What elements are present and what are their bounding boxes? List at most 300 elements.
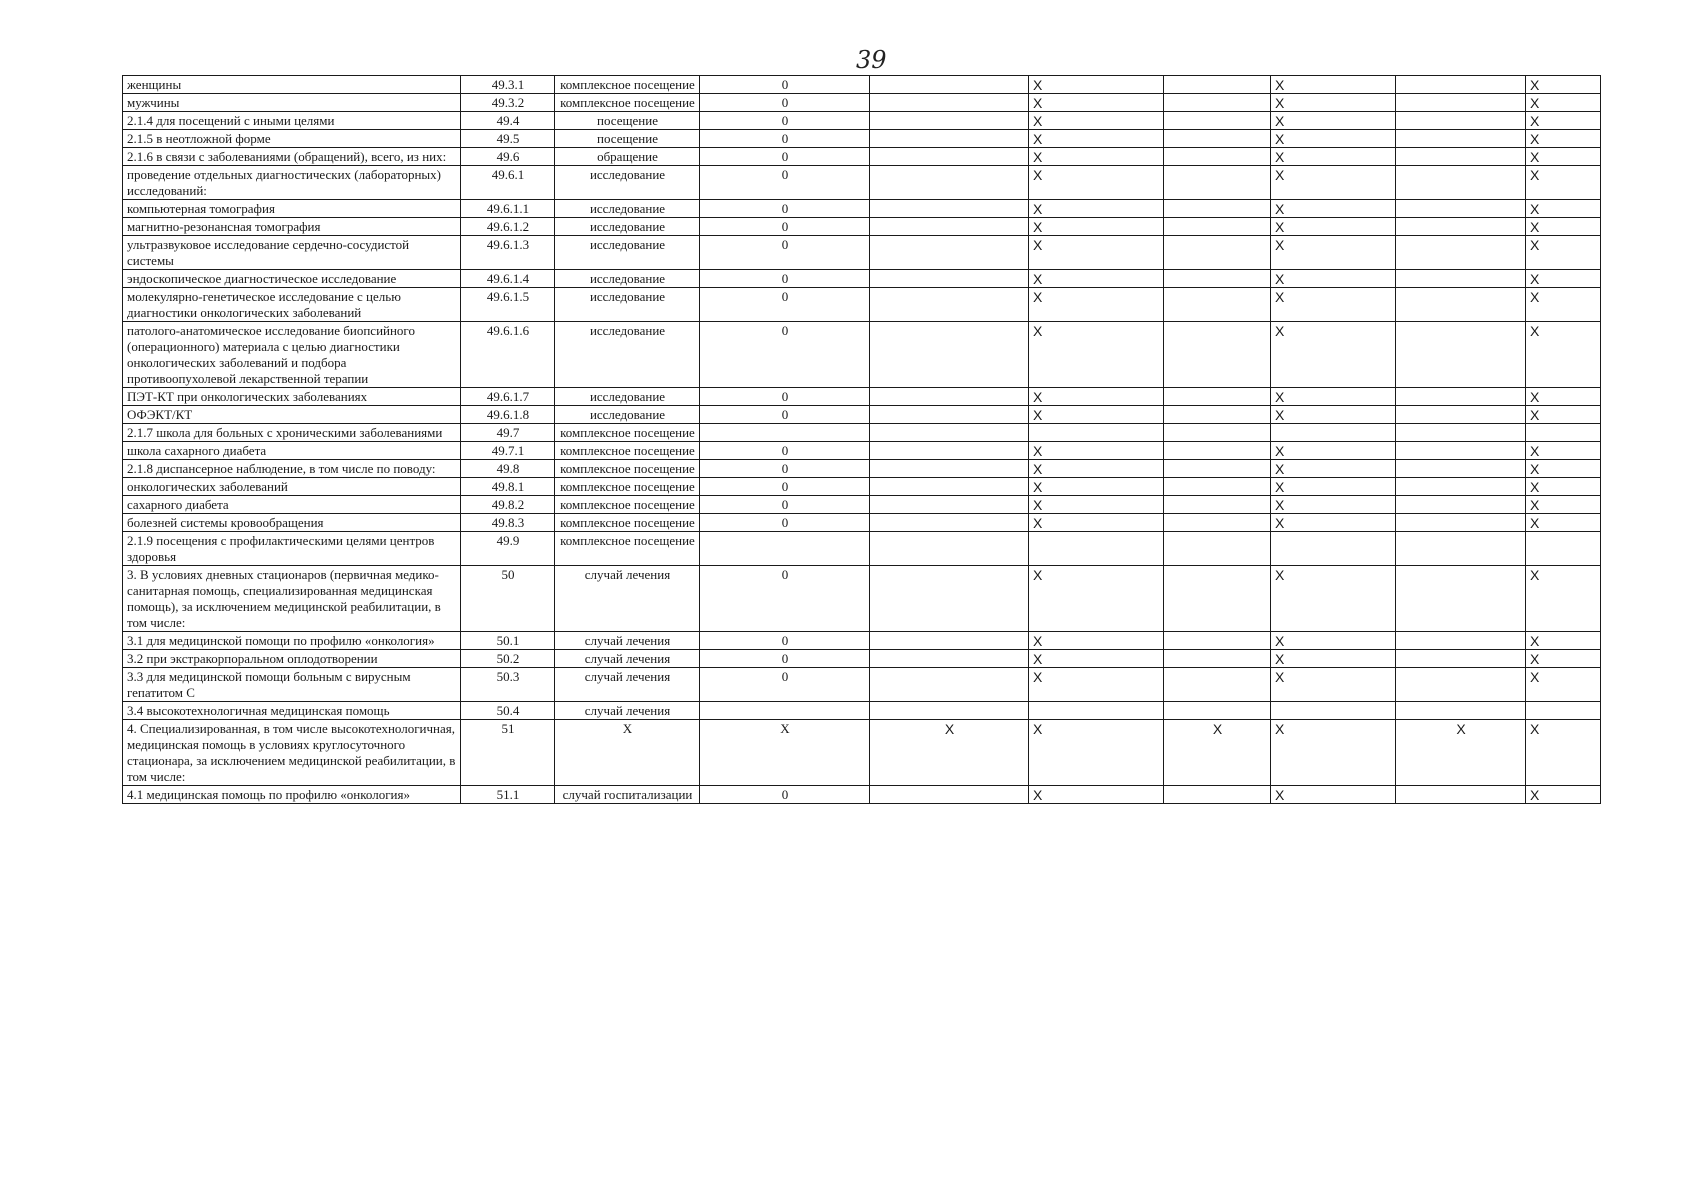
row-name-cell: 3.2 при экстракорпоральном оплодотворении xyxy=(123,650,461,668)
col7-cell xyxy=(1164,218,1271,236)
col10-cell xyxy=(1526,532,1601,566)
col6-cell: X xyxy=(1029,388,1164,406)
col9-cell xyxy=(1396,650,1526,668)
col7-cell xyxy=(1164,632,1271,650)
col6-cell xyxy=(1029,702,1164,720)
col5-cell xyxy=(870,130,1029,148)
col7-cell xyxy=(1164,496,1271,514)
col6-cell: X xyxy=(1029,112,1164,130)
col5-cell xyxy=(870,424,1029,442)
row-name-cell: женщины xyxy=(123,76,461,94)
col6-cell: X xyxy=(1029,322,1164,388)
col7-cell xyxy=(1164,406,1271,424)
col7-cell xyxy=(1164,270,1271,288)
row-code-cell: 49.8.1 xyxy=(461,478,555,496)
row-name-cell: онкологических заболеваний xyxy=(123,478,461,496)
col8-cell: X xyxy=(1271,478,1396,496)
row-name-cell: патолого-анатомическое исследование биопсийного (операционного) материала с целью диагностики онкологических заболеваний и подбора противоопухолевой лекарственной терапии xyxy=(123,322,461,388)
col6-cell xyxy=(1029,424,1164,442)
col7-cell xyxy=(1164,650,1271,668)
col6-cell: X xyxy=(1029,668,1164,702)
col10-cell: X xyxy=(1526,632,1601,650)
col10-cell: X xyxy=(1526,388,1601,406)
col6-cell: X xyxy=(1029,148,1164,166)
col7-cell xyxy=(1164,112,1271,130)
table-row xyxy=(123,112,1601,130)
col7-cell xyxy=(1164,442,1271,460)
col5-cell xyxy=(870,236,1029,270)
row-unit-cell: случай лечения xyxy=(555,702,700,720)
row-value-cell: 0 xyxy=(700,218,870,236)
col8-cell: X xyxy=(1271,236,1396,270)
table-row xyxy=(123,270,1601,288)
row-value-cell xyxy=(700,424,870,442)
table-row xyxy=(123,720,1601,786)
row-unit-cell: комплексное посещение xyxy=(555,424,700,442)
col5-cell xyxy=(870,76,1029,94)
row-name-cell: 2.1.5 в неотложной форме xyxy=(123,130,461,148)
col8-cell: X xyxy=(1271,496,1396,514)
col7-cell xyxy=(1164,130,1271,148)
row-unit-cell: исследование xyxy=(555,388,700,406)
row-code-cell: 49.4 xyxy=(461,112,555,130)
row-value-cell: 0 xyxy=(700,148,870,166)
col10-cell: X xyxy=(1526,94,1601,112)
table-body xyxy=(123,76,1601,804)
col10-cell: X xyxy=(1526,236,1601,270)
col5-cell xyxy=(870,322,1029,388)
row-unit-cell: исследование xyxy=(555,166,700,200)
table-row xyxy=(123,288,1601,322)
col5-cell xyxy=(870,632,1029,650)
row-value-cell: 0 xyxy=(700,388,870,406)
row-value-cell xyxy=(700,532,870,566)
row-value-cell: 0 xyxy=(700,166,870,200)
col6-cell: X xyxy=(1029,514,1164,532)
row-value-cell: 0 xyxy=(700,566,870,632)
row-name-cell: 4.1 медицинская помощь по профилю «онкология» xyxy=(123,786,461,804)
row-name-cell: 2.1.4 для посещений с иными целями xyxy=(123,112,461,130)
table-row xyxy=(123,786,1601,804)
col8-cell: X xyxy=(1271,112,1396,130)
col7-cell: X xyxy=(1164,720,1271,786)
col9-cell xyxy=(1396,388,1526,406)
row-code-cell: 49.6.1.6 xyxy=(461,322,555,388)
row-code-cell: 50.1 xyxy=(461,632,555,650)
col6-cell xyxy=(1029,532,1164,566)
row-value-cell: 0 xyxy=(700,650,870,668)
row-code-cell: 49.8.2 xyxy=(461,496,555,514)
col6-cell: X xyxy=(1029,218,1164,236)
col9-cell xyxy=(1396,270,1526,288)
col7-cell xyxy=(1164,668,1271,702)
col7-cell xyxy=(1164,236,1271,270)
row-value-cell: 0 xyxy=(700,442,870,460)
col8-cell: X xyxy=(1271,94,1396,112)
row-unit-cell: исследование xyxy=(555,288,700,322)
col6-cell: X xyxy=(1029,406,1164,424)
col5-cell xyxy=(870,514,1029,532)
col7-cell xyxy=(1164,566,1271,632)
col10-cell: X xyxy=(1526,76,1601,94)
row-value-cell: 0 xyxy=(700,112,870,130)
row-code-cell: 49.6.1.3 xyxy=(461,236,555,270)
row-unit-cell: исследование xyxy=(555,270,700,288)
row-name-cell: 2.1.9 посещения с профилактическими целями центров здоровья xyxy=(123,532,461,566)
col8-cell: X xyxy=(1271,388,1396,406)
col7-cell xyxy=(1164,424,1271,442)
table-row xyxy=(123,388,1601,406)
row-value-cell: 0 xyxy=(700,130,870,148)
row-value-cell: 0 xyxy=(700,460,870,478)
row-name-cell: ПЭТ-КТ при онкологических заболеваниях xyxy=(123,388,461,406)
col10-cell: X xyxy=(1526,496,1601,514)
col7-cell xyxy=(1164,322,1271,388)
col10-cell: X xyxy=(1526,270,1601,288)
row-name-cell: 4. Специализированная, в том числе высокотехнологичная, медицинская помощь в условиях круглосуточного стационара, за исключением медицинской реабилитации, в том числе: xyxy=(123,720,461,786)
table-row xyxy=(123,166,1601,200)
col9-cell xyxy=(1396,236,1526,270)
col5-cell xyxy=(870,786,1029,804)
col9-cell xyxy=(1396,288,1526,322)
col6-cell: X xyxy=(1029,460,1164,478)
col10-cell: X xyxy=(1526,148,1601,166)
col7-cell xyxy=(1164,76,1271,94)
row-name-cell: ультразвуковое исследование сердечно-сосудистой системы xyxy=(123,236,461,270)
col10-cell xyxy=(1526,424,1601,442)
row-name-cell: эндоскопическое диагностическое исследование xyxy=(123,270,461,288)
col10-cell: X xyxy=(1526,478,1601,496)
table-row xyxy=(123,406,1601,424)
col8-cell: X xyxy=(1271,566,1396,632)
col5-cell xyxy=(870,442,1029,460)
col8-cell: X xyxy=(1271,148,1396,166)
row-value-cell: 0 xyxy=(700,668,870,702)
col7-cell xyxy=(1164,148,1271,166)
col6-cell: X xyxy=(1029,130,1164,148)
col10-cell: X xyxy=(1526,130,1601,148)
row-name-cell: проведение отдельных диагностических (лабораторных) исследований: xyxy=(123,166,461,200)
col10-cell: X xyxy=(1526,218,1601,236)
col8-cell: X xyxy=(1271,200,1396,218)
col8-cell: X xyxy=(1271,442,1396,460)
row-name-cell: 3.4 высокотехнологичная медицинская помощь xyxy=(123,702,461,720)
row-unit-cell: комплексное посещение xyxy=(555,94,700,112)
row-value-cell: 0 xyxy=(700,406,870,424)
col5-cell xyxy=(870,496,1029,514)
col9-cell xyxy=(1396,566,1526,632)
page-number: 39 xyxy=(856,46,887,74)
col5-cell xyxy=(870,288,1029,322)
col5-cell xyxy=(870,406,1029,424)
col6-cell: X xyxy=(1029,288,1164,322)
col5-cell xyxy=(870,270,1029,288)
row-name-cell: молекулярно-генетическое исследование с целью диагностики онкологических заболеваний xyxy=(123,288,461,322)
table-row xyxy=(123,566,1601,632)
row-code-cell: 49.5 xyxy=(461,130,555,148)
col10-cell xyxy=(1526,702,1601,720)
row-code-cell: 50.3 xyxy=(461,668,555,702)
col10-cell: X xyxy=(1526,406,1601,424)
col9-cell: X xyxy=(1396,720,1526,786)
col8-cell: X xyxy=(1271,650,1396,668)
col10-cell: X xyxy=(1526,514,1601,532)
col8-cell xyxy=(1271,424,1396,442)
col5-cell xyxy=(870,218,1029,236)
row-value-cell: 0 xyxy=(700,786,870,804)
col7-cell xyxy=(1164,514,1271,532)
row-unit-cell: комплексное посещение xyxy=(555,532,700,566)
row-unit-cell: исследование xyxy=(555,236,700,270)
col9-cell xyxy=(1396,166,1526,200)
table-row xyxy=(123,532,1601,566)
row-unit-cell: исследование xyxy=(555,200,700,218)
row-name-cell: 2.1.7 школа для больных с хроническими заболеваниями xyxy=(123,424,461,442)
col9-cell xyxy=(1396,442,1526,460)
col9-cell xyxy=(1396,76,1526,94)
row-value-cell: 0 xyxy=(700,478,870,496)
row-unit-cell: обращение xyxy=(555,148,700,166)
row-name-cell: магнитно-резонансная томография xyxy=(123,218,461,236)
row-unit-cell: случай лечения xyxy=(555,668,700,702)
col9-cell xyxy=(1396,460,1526,478)
col10-cell: X xyxy=(1526,322,1601,388)
col10-cell: X xyxy=(1526,442,1601,460)
row-code-cell: 49.3.1 xyxy=(461,76,555,94)
col6-cell: X xyxy=(1029,166,1164,200)
row-unit-cell: исследование xyxy=(555,322,700,388)
col8-cell: X xyxy=(1271,270,1396,288)
col10-cell: X xyxy=(1526,112,1601,130)
row-code-cell: 49.3.2 xyxy=(461,94,555,112)
row-code-cell: 49.8.3 xyxy=(461,514,555,532)
col10-cell: X xyxy=(1526,566,1601,632)
row-unit-cell: X xyxy=(555,720,700,786)
row-unit-cell: комплексное посещение xyxy=(555,478,700,496)
row-value-cell: 0 xyxy=(700,76,870,94)
col6-cell: X xyxy=(1029,236,1164,270)
col8-cell: X xyxy=(1271,632,1396,650)
row-code-cell: 49.6.1.8 xyxy=(461,406,555,424)
col7-cell xyxy=(1164,166,1271,200)
table-row xyxy=(123,478,1601,496)
col5-cell xyxy=(870,478,1029,496)
row-value-cell: X xyxy=(700,720,870,786)
col5-cell xyxy=(870,112,1029,130)
col10-cell: X xyxy=(1526,460,1601,478)
row-code-cell: 49.6.1.4 xyxy=(461,270,555,288)
row-name-cell: ОФЭКТ/КТ xyxy=(123,406,461,424)
col7-cell xyxy=(1164,388,1271,406)
row-unit-cell: посещение xyxy=(555,130,700,148)
col8-cell: X xyxy=(1271,668,1396,702)
col8-cell: X xyxy=(1271,130,1396,148)
row-name-cell: болезней системы кровообращения xyxy=(123,514,461,532)
table-row xyxy=(123,650,1601,668)
row-unit-cell: комплексное посещение xyxy=(555,496,700,514)
col5-cell xyxy=(870,650,1029,668)
table-row xyxy=(123,76,1601,94)
col10-cell: X xyxy=(1526,720,1601,786)
row-code-cell: 49.6.1.2 xyxy=(461,218,555,236)
col7-cell xyxy=(1164,532,1271,566)
table-row xyxy=(123,200,1601,218)
col5-cell xyxy=(870,668,1029,702)
table-row xyxy=(123,148,1601,166)
row-name-cell: 3.3 для медицинской помощи больным с вирусным гепатитом С xyxy=(123,668,461,702)
col8-cell: X xyxy=(1271,514,1396,532)
col5-cell xyxy=(870,566,1029,632)
col6-cell: X xyxy=(1029,632,1164,650)
col6-cell: X xyxy=(1029,94,1164,112)
row-code-cell: 49.6 xyxy=(461,148,555,166)
row-value-cell: 0 xyxy=(700,288,870,322)
row-code-cell: 50 xyxy=(461,566,555,632)
row-unit-cell: комплексное посещение xyxy=(555,76,700,94)
table-row xyxy=(123,322,1601,388)
col6-cell: X xyxy=(1029,566,1164,632)
table-row xyxy=(123,94,1601,112)
col6-cell: X xyxy=(1029,650,1164,668)
table-row xyxy=(123,424,1601,442)
col5-cell xyxy=(870,532,1029,566)
col10-cell: X xyxy=(1526,200,1601,218)
col6-cell: X xyxy=(1029,720,1164,786)
table-row xyxy=(123,496,1601,514)
col10-cell: X xyxy=(1526,650,1601,668)
col9-cell xyxy=(1396,702,1526,720)
row-unit-cell: случай госпитализации xyxy=(555,786,700,804)
col9-cell xyxy=(1396,786,1526,804)
row-name-cell: 3. В условиях дневных стационаров (первичная медико-санитарная помощь, специализированная медицинская помощь), за исключением медицинской реабилитации, в том числе: xyxy=(123,566,461,632)
table-row xyxy=(123,632,1601,650)
col7-cell xyxy=(1164,478,1271,496)
row-value-cell: 0 xyxy=(700,632,870,650)
col8-cell: X xyxy=(1271,786,1396,804)
row-value-cell: 0 xyxy=(700,270,870,288)
col9-cell xyxy=(1396,424,1526,442)
col7-cell xyxy=(1164,288,1271,322)
col7-cell xyxy=(1164,200,1271,218)
col6-cell: X xyxy=(1029,442,1164,460)
table-row xyxy=(123,460,1601,478)
row-code-cell: 49.8 xyxy=(461,460,555,478)
row-code-cell: 49.6.1.5 xyxy=(461,288,555,322)
row-name-cell: 2.1.8 диспансерное наблюдение, в том числе по поводу: xyxy=(123,460,461,478)
col9-cell xyxy=(1396,218,1526,236)
row-value-cell xyxy=(700,702,870,720)
col8-cell xyxy=(1271,702,1396,720)
row-code-cell: 49.6.1.1 xyxy=(461,200,555,218)
col5-cell xyxy=(870,702,1029,720)
row-unit-cell: комплексное посещение xyxy=(555,514,700,532)
table-row xyxy=(123,514,1601,532)
col9-cell xyxy=(1396,478,1526,496)
col5-cell xyxy=(870,388,1029,406)
col9-cell xyxy=(1396,532,1526,566)
row-code-cell: 49.7 xyxy=(461,424,555,442)
col9-cell xyxy=(1396,406,1526,424)
col9-cell xyxy=(1396,130,1526,148)
col5-cell: X xyxy=(870,720,1029,786)
col5-cell xyxy=(870,460,1029,478)
row-unit-cell: комплексное посещение xyxy=(555,460,700,478)
col7-cell xyxy=(1164,460,1271,478)
col9-cell xyxy=(1396,148,1526,166)
col6-cell: X xyxy=(1029,478,1164,496)
col9-cell xyxy=(1396,496,1526,514)
table-row xyxy=(123,130,1601,148)
row-code-cell: 49.6.1.7 xyxy=(461,388,555,406)
col6-cell: X xyxy=(1029,786,1164,804)
row-unit-cell: исследование xyxy=(555,406,700,424)
col8-cell: X xyxy=(1271,288,1396,322)
row-name-cell: компьютерная томография xyxy=(123,200,461,218)
col9-cell xyxy=(1396,112,1526,130)
col9-cell xyxy=(1396,322,1526,388)
col10-cell: X xyxy=(1526,786,1601,804)
table-row xyxy=(123,236,1601,270)
row-value-cell: 0 xyxy=(700,322,870,388)
row-name-cell: мужчины xyxy=(123,94,461,112)
col8-cell: X xyxy=(1271,218,1396,236)
row-code-cell: 51 xyxy=(461,720,555,786)
col5-cell xyxy=(870,166,1029,200)
row-code-cell: 50.4 xyxy=(461,702,555,720)
col8-cell: X xyxy=(1271,166,1396,200)
col9-cell xyxy=(1396,668,1526,702)
row-code-cell: 49.7.1 xyxy=(461,442,555,460)
table-row xyxy=(123,702,1601,720)
col9-cell xyxy=(1396,200,1526,218)
col10-cell: X xyxy=(1526,668,1601,702)
row-value-cell: 0 xyxy=(700,94,870,112)
col8-cell xyxy=(1271,532,1396,566)
row-unit-cell: случай лечения xyxy=(555,632,700,650)
col6-cell: X xyxy=(1029,200,1164,218)
row-unit-cell: комплексное посещение xyxy=(555,442,700,460)
col9-cell xyxy=(1396,94,1526,112)
row-unit-cell: исследование xyxy=(555,218,700,236)
row-name-cell: школа сахарного диабета xyxy=(123,442,461,460)
col8-cell: X xyxy=(1271,406,1396,424)
col7-cell xyxy=(1164,702,1271,720)
row-code-cell: 49.6.1 xyxy=(461,166,555,200)
col8-cell: X xyxy=(1271,720,1396,786)
table-row xyxy=(123,442,1601,460)
row-code-cell: 50.2 xyxy=(461,650,555,668)
row-unit-cell: посещение xyxy=(555,112,700,130)
col8-cell: X xyxy=(1271,460,1396,478)
col6-cell: X xyxy=(1029,76,1164,94)
col5-cell xyxy=(870,94,1029,112)
row-name-cell: сахарного диабета xyxy=(123,496,461,514)
col9-cell xyxy=(1396,632,1526,650)
col7-cell xyxy=(1164,94,1271,112)
col6-cell: X xyxy=(1029,270,1164,288)
col6-cell: X xyxy=(1029,496,1164,514)
col10-cell: X xyxy=(1526,166,1601,200)
data-table xyxy=(122,75,1601,804)
col9-cell xyxy=(1396,514,1526,532)
row-code-cell: 49.9 xyxy=(461,532,555,566)
table-row xyxy=(123,218,1601,236)
col10-cell: X xyxy=(1526,288,1601,322)
table-row xyxy=(123,668,1601,702)
row-unit-cell: случай лечения xyxy=(555,566,700,632)
row-code-cell: 51.1 xyxy=(461,786,555,804)
row-name-cell: 2.1.6 в связи с заболеваниями (обращений), всего, из них: xyxy=(123,148,461,166)
